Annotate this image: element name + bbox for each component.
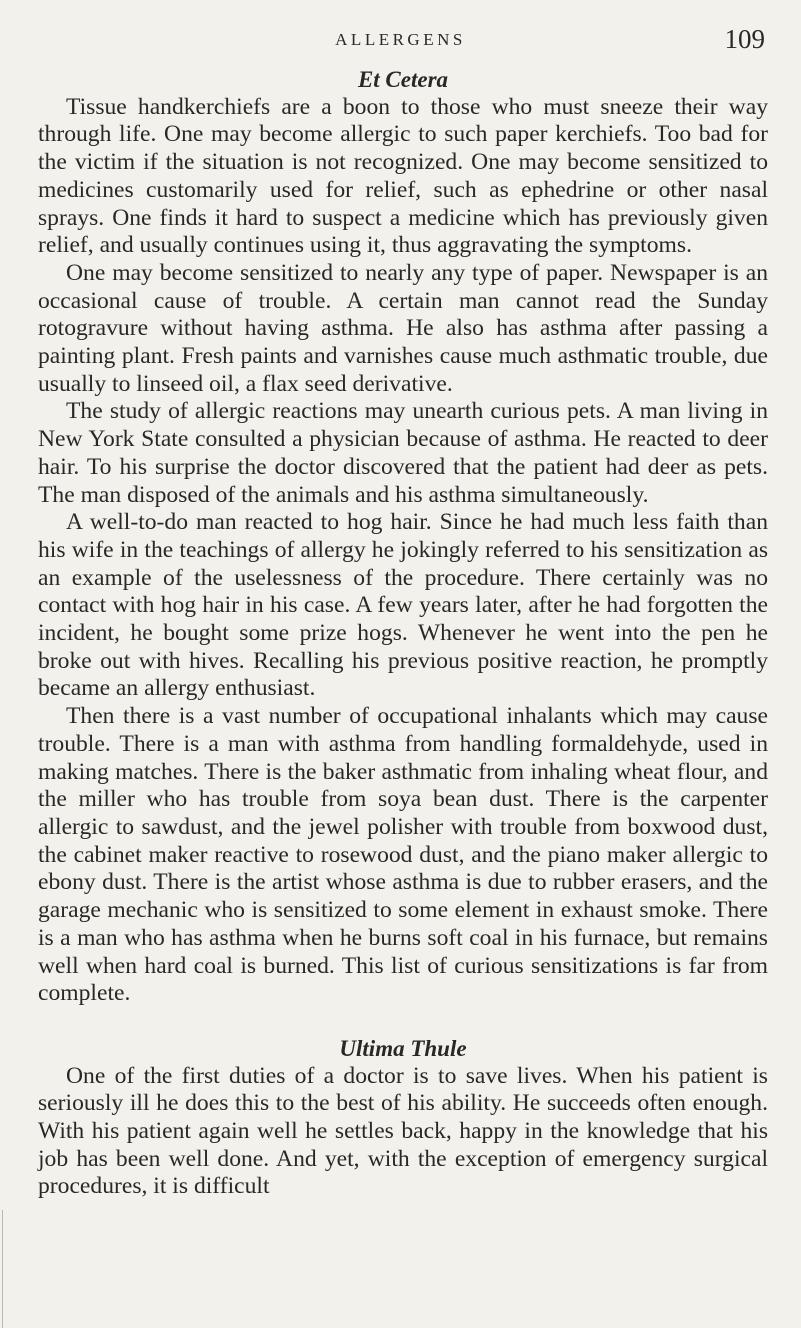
section-heading-ultima-thule: Ultima Thule — [339, 1035, 467, 1061]
page-edge-rule — [2, 1210, 3, 1328]
running-title: ALLERGENS — [335, 30, 466, 49]
paragraph: One may become sensitized to nearly any type of paper. Newspaper is an occasional cause of trouble. A certain man cannot read the Sunday rotogravure without having asthma. He also has asthma after passing a painting plant. Fresh paints and varnishes cause much asthmatic trouble, due usually to linseed oil, a flax seed derivative. — [38, 259, 768, 397]
paragraph: The study of allergic reactions may unearth curious pets. A man living in New York State consulted a physician because of asthma. He reacted to deer hair. To his surprise the doctor discovered that the patient had deer as pets. The man disposed of the animals and his asthma simultaneously. — [38, 398, 768, 508]
section-heading-et-cetera: Et Cetera — [357, 67, 449, 92]
paragraph: Then there is a vast number of occupational inhalants which may cause trouble. There is a man with asthma from handling formaldehyde, used in making matches. There is the baker asthmatic from inhaling wheat flour, and the miller who has trouble from soya bean dust. There is the carpenter allergic to sawdust, and the jewel polisher with trouble from boxwood dust, the cabinet maker reactive to rosewood dust, and the piano maker allergic to ebony dust. There is the artist whose asthma is due to rubber erasers, and the garage mechanic who is sensitized to some element in exhaust smoke. There is a man who has asthma when he burns soft coal in his furnace, but remains well when hard coal is burned. This list of curious sensitizations is far from complete. — [38, 703, 768, 1007]
running-head — [0, 20, 801, 60]
paragraph: A well-to-do man reacted to hog hair. Since he had much less faith than his wife in the teachings of allergy he jokingly referred to his sensitization as an example of the uselessness of the procedure. There certainly was no contact with hog hair in his case. A few years later, after he had forgotten the incident, he bought some prize hogs. Whenever he went into the pen he broke out with hives. Recalling his previous positive reaction, he promptly became an allergy enthusiast. — [38, 509, 768, 702]
paragraph: One of the first duties of a doctor is to save lives. When his patient is seriously ill he does this to the best of his ability. He succeeds often enough. With his patient again well he settles back, happy in the knowledge that his job has been well done. And yet, with the exception of emergency surgical procedures, it is difficult — [38, 1062, 768, 1200]
page-number: 109 — [724, 24, 765, 54]
paragraph: Tissue handkerchiefs are a boon to those who must sneeze their way through life. One may become allergic to such paper kerchiefs. Too bad for the victim if the situation is not recognized. One may become sensitized to medicines customarily used for relief, such as ephedrine or other nasal sprays. One finds it hard to suspect a medicine which has previously given relief, and usually continues using it, thus aggravating the symptoms. — [38, 93, 768, 259]
section-gap — [38, 1008, 768, 1035]
body-text — [38, 66, 768, 1201]
